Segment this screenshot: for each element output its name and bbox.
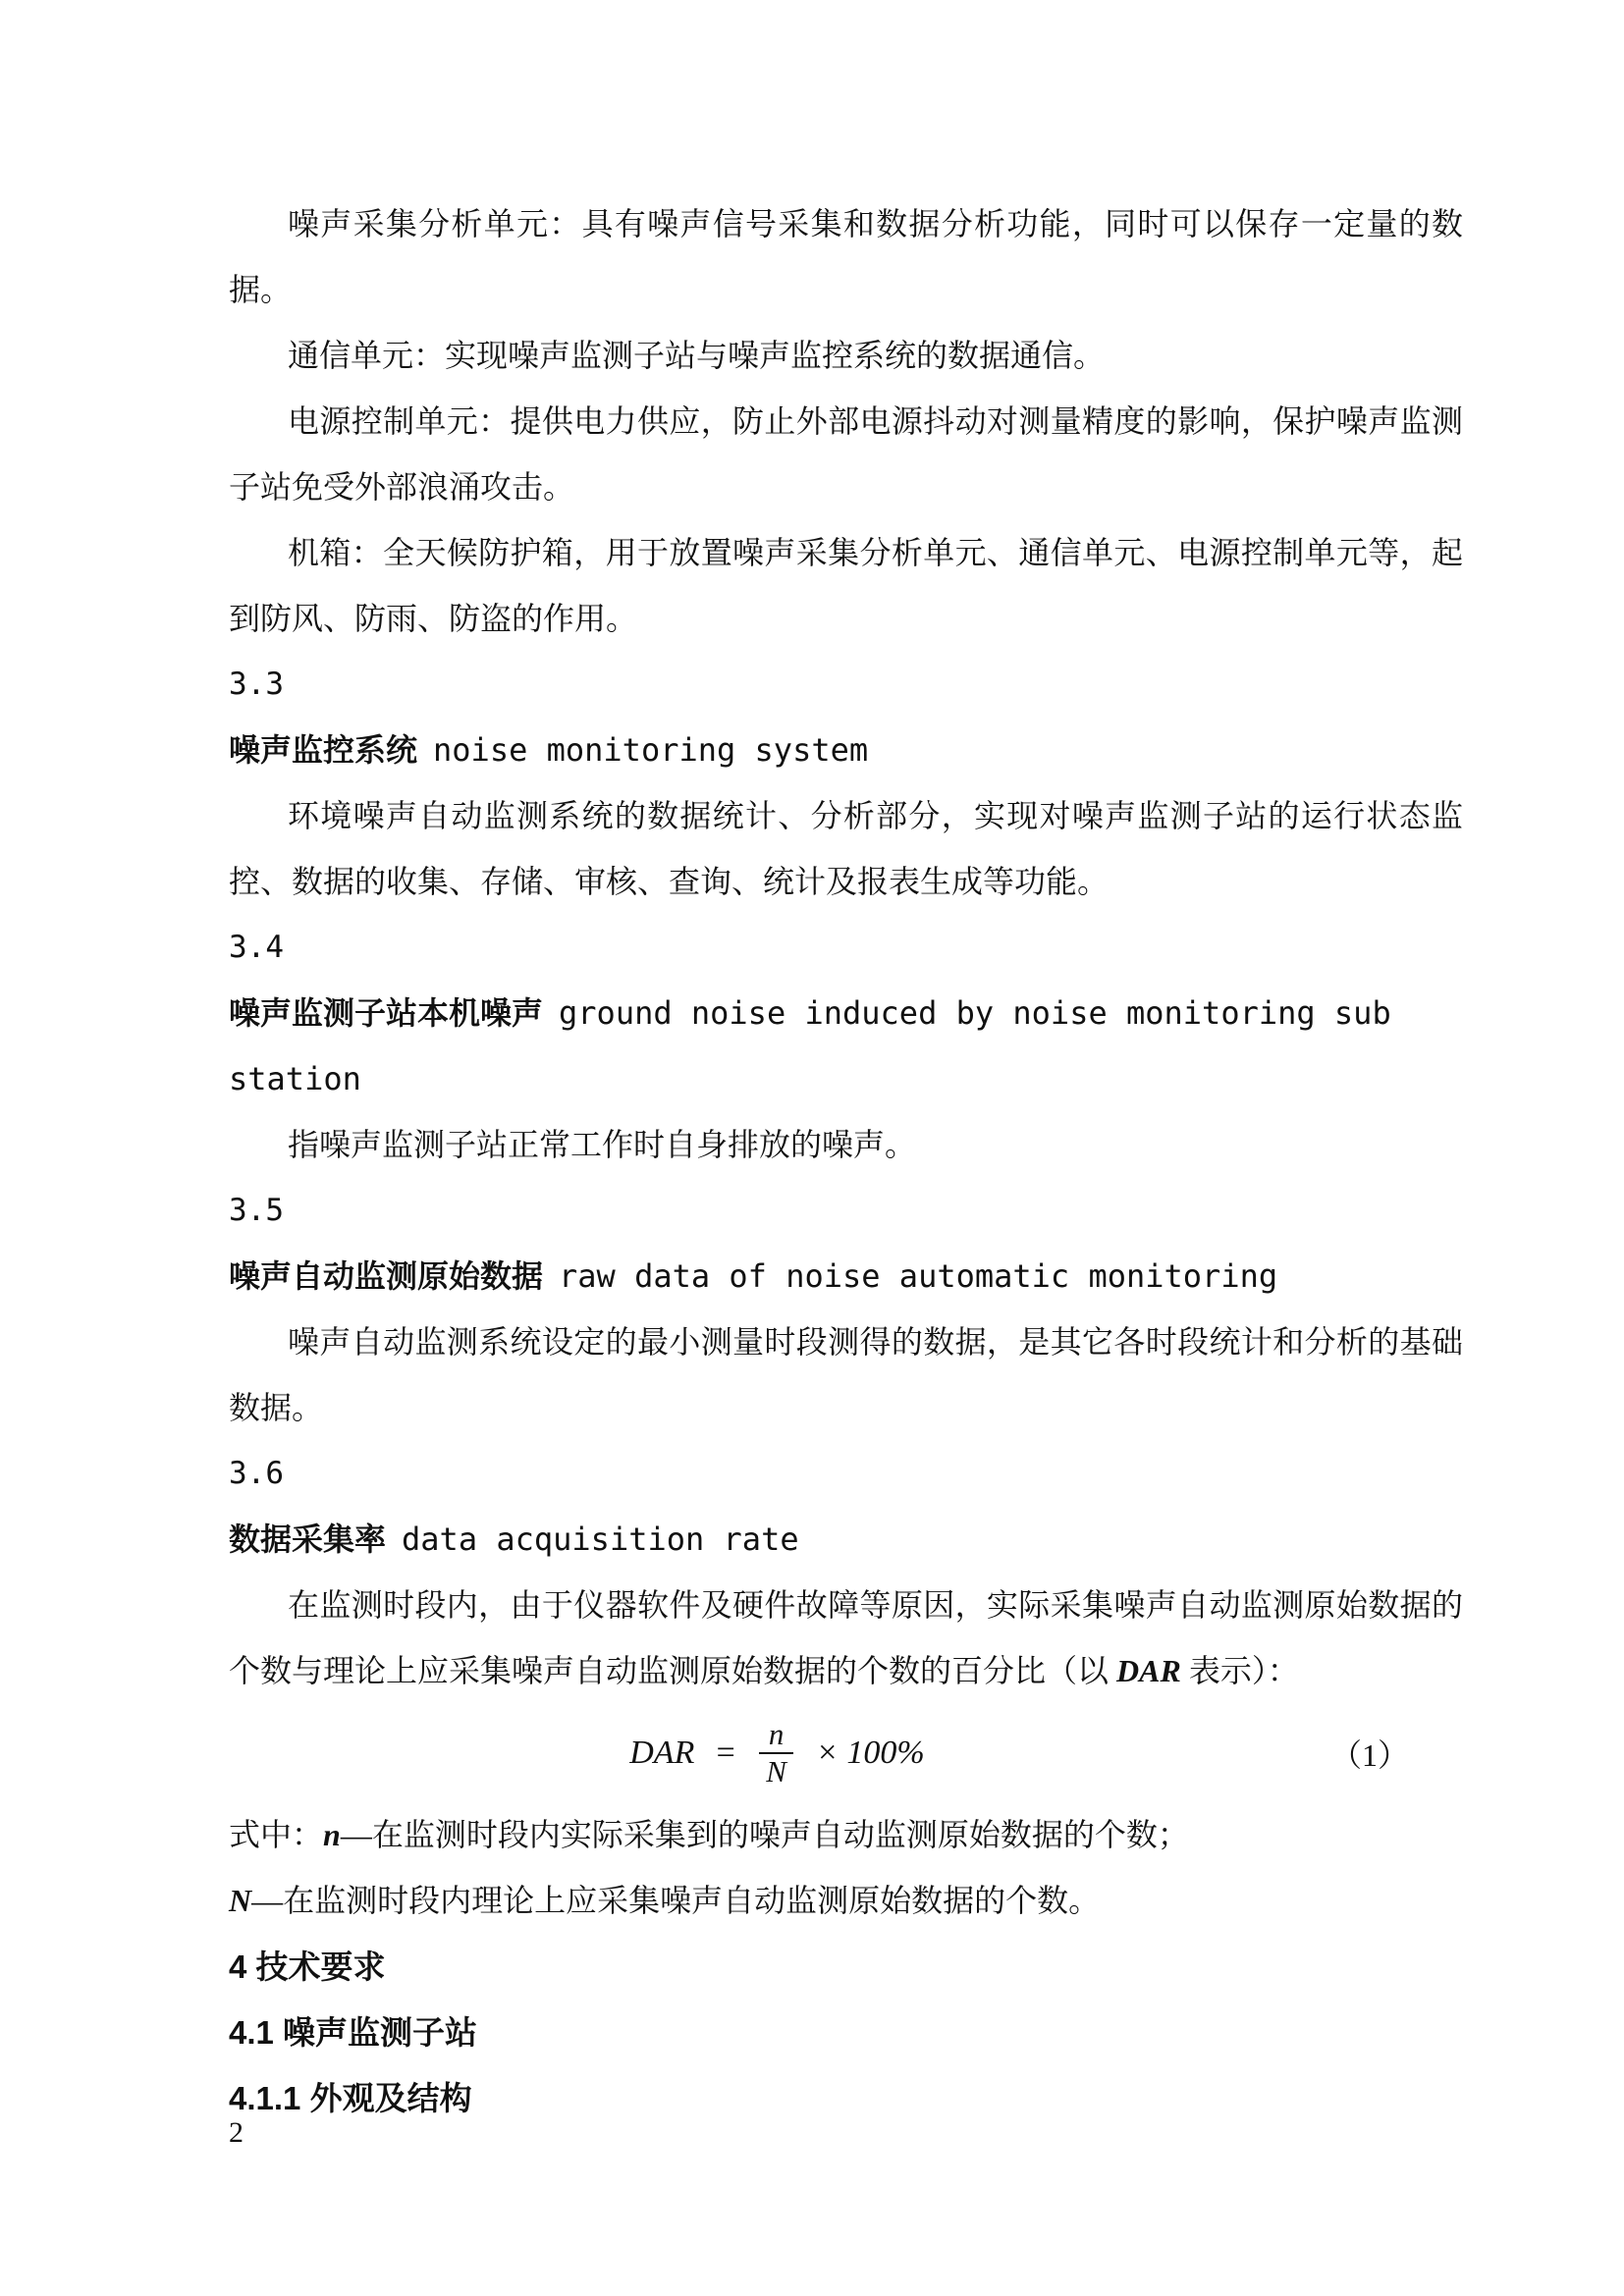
equation-fraction [756, 1717, 796, 1789]
term-heading-3-4 [229, 981, 1463, 1112]
equation-lhs: DAR [629, 1735, 695, 1771]
definition-3-6-pre: 在监测时段内，由于仪器软件及硬件故障等原因，实际采集噪声自动监测原始数据的个数与理论上应采集噪声自动监测原始数据的个数的百分比（以 [229, 1587, 1463, 1688]
term-cn-3-4: 噪声监测子站本机噪声 [229, 995, 544, 1031]
definition-3-4: 指噪声监测子站正常工作时自身排放的噪声。 [288, 1127, 917, 1162]
equation-equals: = [714, 1735, 737, 1771]
heading-4-technical-requirements: 4 技术要求 [229, 1949, 386, 1985]
where-prefix: 式中： [229, 1817, 324, 1852]
term-en-3-6: data acquisition rate [402, 1521, 799, 1558]
equation-1 [229, 1704, 1463, 1802]
definition-3-6 [229, 1573, 1463, 1704]
term-cn-3-5: 噪声自动监测原始数据 [229, 1258, 544, 1294]
equation-numerator: n [759, 1717, 794, 1754]
term-heading-3-3 [229, 718, 1463, 783]
section-number-3-4: 3.4 [229, 930, 284, 965]
dar-symbol: DAR [1116, 1653, 1181, 1688]
n-description: —在监测时段内实际采集到的噪声自动监测原始数据的个数； [340, 1817, 1189, 1852]
definition-3-3: 环境噪声自动监测系统的数据统计、分析部分，实现对噪声监测子站的运行状态监控、数据的收集、存储、审核、查询、统计及报表生成等功能。 [229, 798, 1463, 899]
paragraph-collect-unit: 噪声采集分析单元：具有噪声信号采集和数据分析功能，同时可以保存一定量的数据。 [229, 206, 1463, 307]
formula-where-n [229, 1802, 1463, 1868]
term-en-3-5: raw data of noise automatic monitoring [559, 1257, 1278, 1295]
heading-4-1-1-appearance-structure: 4.1.1 外观及结构 [229, 2080, 472, 2116]
term-heading-3-5 [229, 1244, 1463, 1309]
section-number-3-5: 3.5 [229, 1193, 284, 1228]
equation-number-label: （1） [1329, 1737, 1409, 1773]
equation-multiplier: × 100% [815, 1735, 925, 1771]
formula-where-N [229, 1868, 1463, 1934]
N-description: —在监测时段内理论上应采集噪声自动监测原始数据的个数。 [251, 1883, 1101, 1918]
section-number-3-6: 3.6 [229, 1456, 284, 1491]
N-symbol: N [229, 1883, 252, 1918]
term-heading-3-6 [229, 1507, 1463, 1573]
equation-1-expression [620, 1717, 935, 1789]
term-cn-3-6: 数据采集率 [229, 1522, 387, 1557]
paragraph-cabinet: 机箱：全天候防护箱，用于放置噪声采集分析单元、通信单元、电源控制单元等，起到防风、防雨、防盗的作用。 [229, 535, 1463, 636]
heading-4-1-noise-monitoring-substation: 4.1 噪声监测子站 [229, 2014, 478, 2051]
paragraph-comm-unit: 通信单元：实现噪声监测子站与噪声监控系统的数据通信。 [288, 338, 1106, 373]
n-symbol: n [323, 1817, 341, 1852]
definition-3-5: 噪声自动监测系统设定的最小测量时段测得的数据，是其它各时段统计和分析的基础数据。 [229, 1324, 1463, 1425]
term-en-3-3: noise monitoring system [433, 731, 869, 769]
definition-3-6-post: 表示）： [1180, 1653, 1299, 1688]
page-number: 2 [229, 2116, 244, 2149]
equation-denominator: N [766, 1754, 786, 1789]
paragraph-power-unit: 电源控制单元：提供电力供应，防止外部电源抖动对测量精度的影响，保护噪声监测子站免受外部浪涌攻击。 [229, 403, 1463, 505]
term-cn-3-3: 噪声监控系统 [229, 732, 418, 768]
term-en-3-4: ground noise induced by noise monitoring sub station [229, 994, 1391, 1097]
section-number-3-3: 3.3 [229, 667, 284, 702]
